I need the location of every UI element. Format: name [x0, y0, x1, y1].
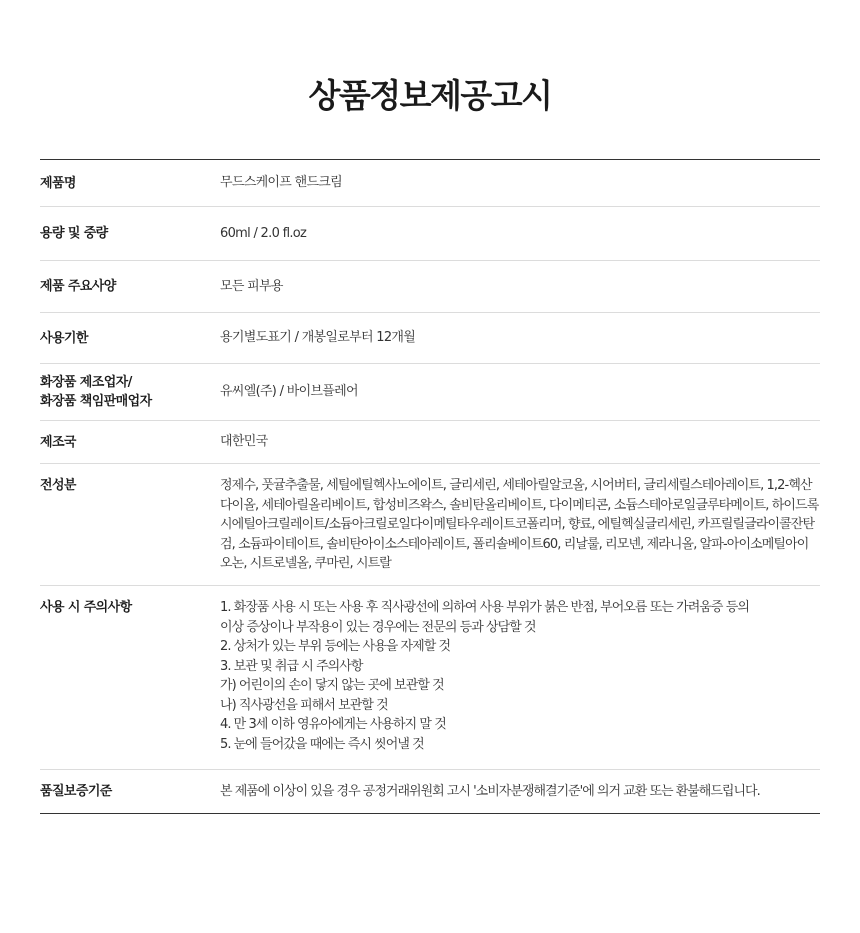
- row-ingredients: [40, 464, 820, 586]
- row-country: [40, 421, 820, 464]
- row-label: 화장품 제조업자/ 화장품 책임판매업자: [40, 375, 152, 409]
- page-title: 상품정보제공고시: [308, 76, 552, 115]
- row-product-name: [40, 160, 820, 207]
- row-value: 무드스케이프 핸드크림: [220, 175, 343, 191]
- row-label: 사용 시 주의사항: [40, 600, 132, 615]
- row-label: 사용기한: [40, 330, 88, 346]
- row-label: 제조국: [40, 434, 76, 450]
- row-label: 제품 주요사양: [40, 279, 116, 294]
- row-volume: [40, 207, 820, 261]
- info-table: [40, 159, 820, 814]
- row-value: 정제수, 풋귤추출물, 세틸에틸헥사노에이트, 글리세린, 세테아릴알코올, 시어버터, 글리세릴스테아레이트, 1,2-헥산다이올, 세테아릴올리베이트, 합성비즈왁스, 솔비탄올리베이트, 다이메티콘, 소듐스테아로일글루타메이트, 하이드록시에틸아크릴레이트/소듐아크릴로일다이메틸타우레이트코폴리머, 향료, 에틸헥실글리세린, 카프릴릴글라이콜잔탄검, 소듐파이테이트, 솔비탄아이소스테아레이트, 폴리솔베이트60, 리날룰, 리모넨, 제라니올, 알파-아이소메틸아이오논, 시트로넬올, 쿠마린, 시트랄: [220, 478, 819, 571]
- row-precautions: [40, 586, 820, 770]
- row-expiry: [40, 313, 820, 364]
- row-value: 모든 피부용: [220, 278, 283, 294]
- row-quality-guarantee: [40, 770, 820, 813]
- row-label: 전성분: [40, 478, 76, 493]
- row-label: 용량 및 중량: [40, 226, 108, 241]
- row-value: 용기별도표기 / 개봉일로부터 12개월: [220, 330, 416, 346]
- row-value: 유씨엘(주) / 바이브플레어: [220, 384, 358, 400]
- row-value: 60ml / 2.0 fl.oz: [220, 225, 307, 241]
- row-main-spec: [40, 261, 820, 313]
- row-value: 1. 화장품 사용 시 또는 사용 후 직사광선에 의하여 사용 부위가 붉은 반점, 부어오름 또는 가려움증 등의 이상 증상이나 부작용이 있는 경우에는 전문의 등과 상담할 것 2. 상처가 있는 부위 등에는 사용을 자제할 것 3. 보관 및 취급 시 주의사항 가) 어린이의 손이 닿지 않는 곳에 보관할 것 나) 직사광선을 피해서 보관할 것 4. 만 3세 이하 영유아에게는 사용하지 말 것 5. 눈에 들어갔을 때에는 즉시 씻어낼 것: [220, 600, 749, 752]
- row-label: 품질보증기준: [40, 784, 112, 799]
- row-manufacturer: [40, 364, 820, 421]
- row-label: 제품명: [40, 175, 76, 191]
- row-value: 본 제품에 이상이 있을 경우 공정거래위원회 고시 '소비자분쟁해결기준'에 의거 교환 또는 환불해드립니다.: [220, 783, 760, 799]
- row-value: 대한민국: [220, 434, 268, 450]
